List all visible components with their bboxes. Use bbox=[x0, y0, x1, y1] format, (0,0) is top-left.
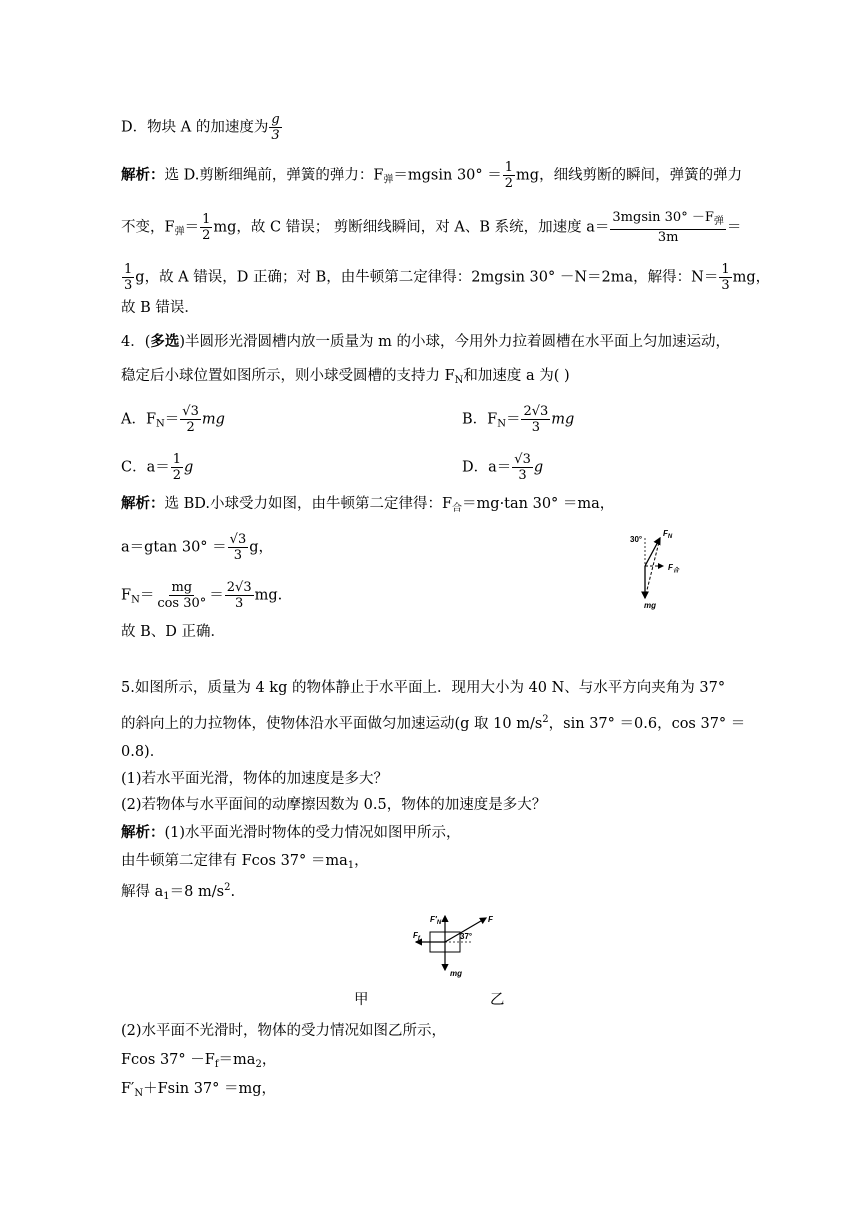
q5-explain-line3: 解得 $a_1=8$ $m/s^2$. bbox=[121, 882, 236, 902]
q3-explain-line4: 故 B 错误． bbox=[121, 300, 199, 316]
q5-explain-line6: $F'_N+Fsin$ 37° ＝mg， bbox=[121, 1081, 277, 1099]
fraction: $\frac{g}{3}$ bbox=[271, 112, 280, 143]
mg-label: mg bbox=[644, 601, 656, 610]
q4-stem-line2: 稳定后小球位置如图所示，则小球受圆槽的支持力 $F_N$和加速度 a 为( ) bbox=[121, 368, 570, 386]
q4-explain-line4: 故 B、D 正确． bbox=[121, 624, 225, 640]
q4-stem-line1: 4．(多选)半圆形光滑圆槽内放一质量为 m 的小球，今用外力拉着圆槽在水平面上匀加速运动， bbox=[121, 333, 731, 350]
q4-option-d: D．a＝ $\frac{√3}{3}$ g bbox=[462, 452, 544, 483]
q4-explain-line2: a＝gtan 30° ＝ $\frac{√3}{3}$ g， bbox=[121, 532, 274, 563]
q4-explain-line3: $F_N=$ $\frac{mg}{\cos 30^\circ}$ ＝ $\frac{2√3}{3}$ mg. bbox=[121, 580, 283, 611]
f-label: F bbox=[488, 915, 493, 924]
q5-explain-line2: 由牛顿第二定律有 Fcos $37^\circ =ma_1$， bbox=[121, 853, 369, 871]
half-den-2: 2 bbox=[202, 228, 211, 243]
q3-explain-line1: 解析：选 D.剪断细绳前，弹簧的弹力：$F_弹=mgsin$ 30° ＝ $\frac{1}{2}$ mg，细线剪断的瞬间，弹簧的弹力 bbox=[121, 160, 743, 191]
q5-explain-line4: (2)水平面不光滑时，物体的受力情况如图乙所示， bbox=[121, 1023, 447, 1039]
q3-option-d: D．物块 A 的加速度为 $\frac{g}{3}$ bbox=[121, 112, 280, 143]
fn-label: $F'_N$ bbox=[430, 915, 442, 926]
fn-label: $F_N$ bbox=[663, 529, 673, 540]
mg-label: mg bbox=[450, 969, 462, 978]
q4-option-c: C．a＝ $\frac{1}{2}$ g bbox=[121, 452, 194, 483]
q5-explain-line5: Fcos $37^\circ -F_f=ma_2$， bbox=[121, 1052, 277, 1070]
normal-force-arrow bbox=[645, 538, 660, 566]
q5-stem-line1: 5.如图所示，质量为 4 kg 的物体静止于水平面上．现用大小为 40 N、与水平方向夹角为 37° bbox=[121, 680, 726, 696]
sub-tan-3: 弹 bbox=[713, 216, 724, 227]
third-den-2: 3 bbox=[721, 278, 730, 293]
q5-question1: (1)若水平面光滑，物体的加速度是多大？ bbox=[121, 771, 389, 787]
ff-label: $F_f$ bbox=[413, 931, 420, 942]
sub-tan-2: 弹 bbox=[174, 226, 185, 238]
q5-force-diagram bbox=[410, 910, 510, 982]
angle-label: 37° bbox=[460, 932, 473, 941]
q3-explain-line2: 不变，$F_弹=$ $\frac{1}{2}$ mg，故 C 错误； 剪断细线瞬间，对 A、B 系统，加速度 a＝ $\frac{3mgsin 30^\circ -F_弹}{3m}$ ＝ bbox=[121, 210, 742, 245]
q4-force-diagram bbox=[630, 528, 700, 612]
q5-stem-line2: 的斜向上的力拉物体，使物体沿水平面做匀加速运动(g 取 10 $m/s^2$，sin 37° ＝0.6，cos 37° ＝ bbox=[121, 714, 746, 732]
q3-explain-line3: $\frac{1}{3}$ g，故 A 错误，D 正确；对 B，由牛顿第二定律得：2mgsin 30° －N＝2ma，解得：N＝ $\frac{1}{3}$ mg， bbox=[124, 262, 771, 293]
q5-explain-line1: 解析：(1)水平面光滑时物体的受力情况如图甲所示， bbox=[121, 824, 461, 841]
caption-yi: 乙 bbox=[490, 992, 505, 1008]
q4-option-a: A．$F_N=$ $\frac{√3}{2}$ mg bbox=[121, 404, 225, 435]
half-num-2: 1 bbox=[202, 212, 211, 227]
caption-jia: 甲 bbox=[354, 992, 369, 1008]
q4-option-b: B．$F_N=$ $\frac{2√3}{3}$ mg bbox=[462, 404, 575, 435]
third-num-2: 1 bbox=[721, 262, 730, 277]
q5-question2: (2)若物体与水平面间的动摩擦因数为 0.5，物体的加速度是多大？ bbox=[121, 797, 547, 813]
q4-explain-line1: 解析：选 BD.小球受力如图，由牛顿第二定律得：$F_合=mg\cdot\tan$ 30° ＝ma， bbox=[121, 495, 615, 514]
q5-stem-line3: 0.8)． bbox=[121, 744, 165, 760]
fh-label: $F_合$ bbox=[668, 563, 679, 574]
angle-label: 30° bbox=[630, 535, 643, 544]
